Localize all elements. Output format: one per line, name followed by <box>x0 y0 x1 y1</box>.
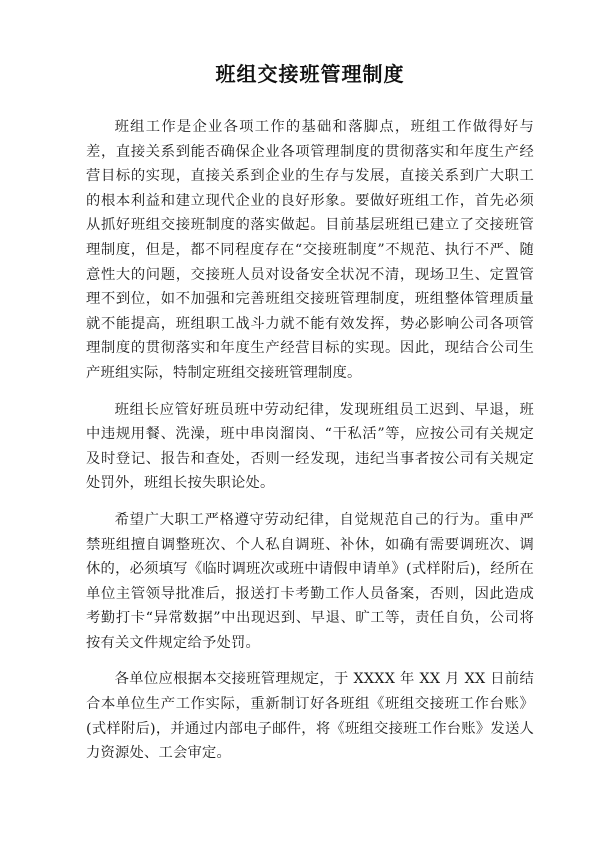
paragraph-3: 希望广大职工严格遵守劳动纪律，自觉规范自己的行为。重申严禁班组擅自调整班次、个人私自调班、补休，如确有需要调班次、调休的，必须填写《临时调班次或班中请假申请单》(式样附后)，经所在单位主管领导批准后，报送打卡考勤工作人员备案，否则，因此造成考勤打卡“异常数据”中出现迟到、早退、旷工等，责任自负，公司将按有关文件规定给予处罚。 <box>86 511 534 651</box>
document-title: 班组交接班管理制度 <box>215 62 405 86</box>
paragraph-4: 各单位应根据本交接班管理规定，于 XXXX 年 XX 月 XX 日前结合本单位生产工作实际，重新制订好各班组《班组交接班工作台账》(式样附后)，并通过内部电子邮件，将《班组交接班工作台账》发送人力资源处、工会审定。 <box>86 671 534 762</box>
paragraph-2: 班组长应管好班员班中劳动纪律，发现班组员工迟到、早退，班中违规用餐、洗澡，班中串岗溜岗、“干私活”等，应按公司有关规定及时登记、报告和查处，否则一经发现，违纪当事者按公司有关规定处罚外，班组长按失职论处。 <box>86 401 534 492</box>
paragraph-1: 班组工作是企业各项工作的基础和落脚点，班组工作做得好与差，直接关系到能否确保企业各项管理制度的贯彻落实和年度生产经营目标的实现，直接关系到企业的生存与发展，直接关系到广大职工的根本利益和建立现代企业的良好形象。要做好班组工作，首先必须从抓好班组交接班制度的落实做起。目前基层班组已建立了交接班管理制度，但是，都不同程度存在“交接班制度”不规范、执行不严、随意性大的问题，交接班人员对设备安全状况不清，现场卫生、定置管理不到位，如不加强和完善班组交接班管理制度，班组整体管理质量就不能提高，班组职工战斗力就不能有效发挥，势必影响公司各项管理制度的贯彻落实和年度生产经营目标的实现。因此，现结合公司生产班组实际，特制定班组交接班管理制度。 <box>86 119 534 381</box>
